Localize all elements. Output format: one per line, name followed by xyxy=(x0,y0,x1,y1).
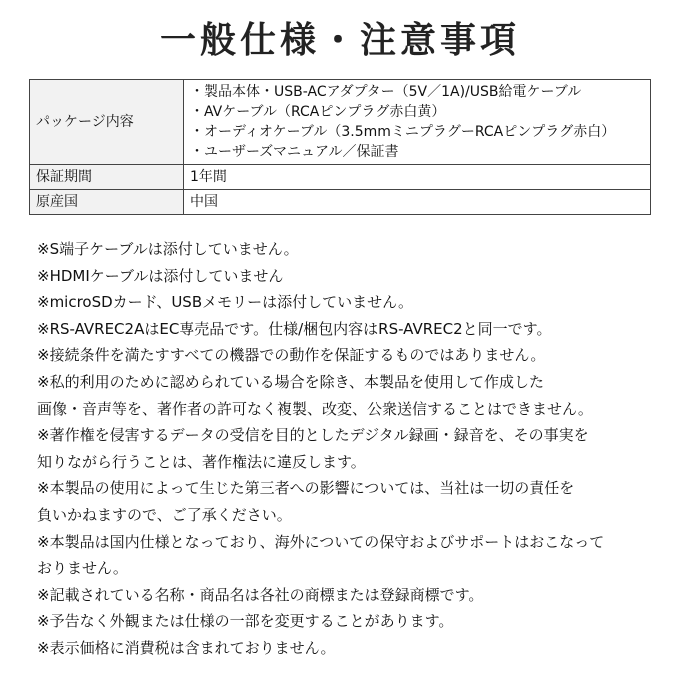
note-line: 知りながら行うことは、著作権法に違反します。 xyxy=(37,452,366,471)
warranty-label: 保証期間 xyxy=(30,165,184,190)
package-label: パッケージ内容 xyxy=(30,80,184,165)
table-row-origin xyxy=(30,190,651,215)
table-row-package xyxy=(30,80,651,165)
note-line: 負いかねますので、ご了承ください。 xyxy=(37,505,292,524)
note-line: 画像・音声等を、著作者の許可なく複製、改変、公衆送信することはできません。 xyxy=(37,399,593,418)
note-line: ※著作権を侵害するデータの受信を目的としたデジタル録画・録音を、その事実を xyxy=(37,426,589,445)
note-line: ※本製品は国内仕様となっており、海外についての保守およびサポートはおこなって xyxy=(37,532,605,551)
package-item: ・ユーザーズマニュアル／保証書 xyxy=(190,144,399,160)
origin-label: 原産国 xyxy=(30,190,184,215)
note-line: おりません。 xyxy=(37,559,128,578)
note-line: ※S端子ケーブルは添付していません。 xyxy=(37,240,299,258)
note-line: ※記載されている名称・商品名は各社の商標または登録商標です。 xyxy=(37,585,484,604)
notes-section xyxy=(37,236,667,662)
note-line: ※表示価格に消費税は含まれておりません。 xyxy=(37,638,336,657)
note-line: ※microSDカード、USBメモリーは添付していません。 xyxy=(37,293,414,312)
warranty-value: 1年間 xyxy=(184,165,651,190)
table-row-warranty xyxy=(30,165,651,190)
package-item: ・オーディオケーブル（3.5mmミニプラグーRCAピンプラグ赤白） xyxy=(190,124,616,140)
note-line: ※RS-AVREC2AはEC専売品です。仕様/梱包内容はRS-AVREC2と同一です。 xyxy=(37,319,552,338)
spec-table xyxy=(29,79,651,215)
note-line: ※接続条件を満たすすべての機器での動作を保証するものではありません。 xyxy=(37,346,546,365)
package-contents xyxy=(184,80,651,165)
page-title: 一般仕様・注意事項 xyxy=(159,20,520,61)
note-line: ※予告なく外観または仕様の一部を変更することがあります。 xyxy=(37,612,454,631)
origin-value: 中国 xyxy=(184,190,651,215)
package-item: ・製品本体・USB-ACアダプター（5V／1A)/USB給電ケーブル xyxy=(190,84,582,100)
package-item: ・AVケーブル（RCAピンプラグ赤白黄） xyxy=(190,104,446,120)
note-line: ※私的利用のために認められている場合を除き、本製品を使用して作成した xyxy=(37,372,544,391)
note-line: ※HDMIケーブルは添付していません xyxy=(37,266,284,285)
note-line: ※本製品の使用によって生じた第三者への影響については、当社は一切の責任を xyxy=(37,479,575,498)
